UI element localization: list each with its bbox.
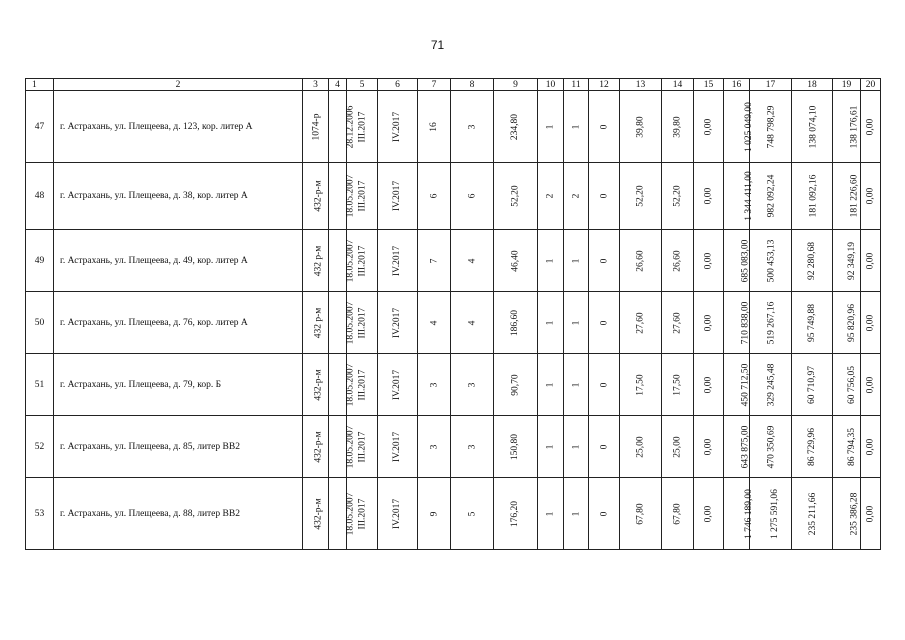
cell-address: г. Астрахань, ул. Плещеева, д. 88, литер ВВ2 (54, 478, 303, 550)
cell-text: 1 (545, 124, 556, 129)
cell-text: 52,20 (672, 185, 683, 207)
cell-text: 2 (571, 193, 581, 199)
cell-text: 92 280,68 (807, 241, 817, 280)
cell-text: 1 (545, 320, 556, 325)
cell-text: 52,20 (510, 185, 521, 207)
cell-text: 86 729,96 (807, 427, 817, 466)
cell-num: 50 (26, 292, 54, 354)
cell-text: 0,00 (865, 187, 876, 205)
cell-num: 53 (26, 478, 54, 550)
cell-text: 18.05.2007 (345, 363, 356, 406)
cell-text: 1 (545, 444, 556, 449)
cell-c16 (724, 478, 754, 550)
cell-c15 (694, 478, 724, 550)
column-header-12: 12 (589, 79, 620, 91)
cell-c10 (538, 292, 564, 354)
cell-text: 234,80 (510, 113, 521, 140)
cell-text: 685 083,00 (740, 239, 751, 282)
cell-text: 6 (467, 193, 477, 199)
cell-text: 1 025 049,00 (743, 101, 754, 152)
cell-doc-no (303, 478, 329, 550)
cell-c8 (451, 91, 494, 163)
cell-c10 (538, 354, 564, 416)
cell-c16 (724, 91, 754, 163)
cell-text: 3 (429, 444, 439, 449)
cell-text: 329 245,48 (766, 363, 777, 406)
cell-text: 25,00 (672, 435, 683, 458)
cell-text: 26,60 (672, 249, 683, 272)
column-header-18: 18 (792, 79, 833, 91)
cell-doc-no (303, 91, 329, 163)
cell-doc-date (329, 163, 356, 230)
cell-text: 3 (467, 444, 477, 449)
cell-text: 432-р-м (313, 430, 324, 463)
cell-doc-no (303, 416, 329, 478)
cell-text: 0,00 (703, 376, 714, 393)
cell-c19 (833, 163, 861, 230)
column-header-8: 8 (451, 79, 494, 91)
cell-text: 0,00 (865, 505, 876, 522)
cell-c17 (750, 163, 792, 230)
cell-c15 (694, 230, 724, 292)
cell-c9 (494, 354, 538, 416)
cell-c7 (418, 91, 451, 163)
cell-c17 (750, 230, 792, 292)
cell-text: 0 (599, 258, 609, 263)
cell-text: 18.05.2007 (345, 425, 356, 468)
cell-text: 432-р-м (313, 368, 324, 401)
cell-text: 235 386,28 (849, 492, 860, 535)
cell-text: 1 (571, 124, 581, 129)
cell-c11 (564, 478, 589, 550)
cell-text: 92 349,19 (847, 241, 857, 280)
cell-text: 90,70 (510, 373, 521, 396)
cell-c7 (418, 230, 451, 292)
cell-c9 (494, 91, 538, 163)
table-row (26, 230, 881, 292)
cell-text: 3 (467, 124, 477, 129)
cell-text: 5 (467, 511, 477, 516)
cell-c12 (589, 292, 620, 354)
column-header-3: 3 (303, 79, 329, 91)
cell-text: 60 756,05 (847, 365, 857, 404)
cell-c12 (589, 163, 620, 230)
cell-text: 0,00 (865, 438, 876, 455)
cell-text: 18.05.2007 (345, 492, 356, 535)
cell-text: 0 (599, 124, 609, 129)
register-table (25, 78, 881, 550)
cell-text: 1 (571, 320, 581, 325)
cell-c20 (861, 91, 881, 163)
cell-c10 (538, 478, 564, 550)
cell-c10 (538, 416, 564, 478)
cell-c16 (724, 230, 750, 292)
cell-text: 0 (599, 320, 609, 325)
cell-text: 1 746 189,00 (743, 488, 754, 539)
cell-c17 (750, 416, 792, 478)
column-header-11: 11 (564, 79, 589, 91)
cell-c7 (418, 416, 451, 478)
cell-c12 (589, 354, 620, 416)
cell-text: 432-р-м (313, 180, 324, 212)
cell-c18 (792, 91, 833, 163)
column-header-20: 20 (861, 79, 881, 91)
column-header-9: 9 (494, 79, 538, 91)
header-row (26, 79, 881, 91)
cell-text: 4 (467, 258, 477, 263)
cell-text: 26,60 (635, 249, 646, 272)
cell-text: 181 092,16 (808, 174, 819, 218)
cell-text: 27,60 (635, 311, 646, 334)
cell-doc-no (303, 354, 329, 416)
column-header-2: 2 (54, 79, 303, 91)
cell-doc-date (329, 91, 356, 163)
cell-c11 (564, 416, 589, 478)
cell-c15 (694, 91, 724, 163)
cell-doc-date (329, 230, 356, 292)
cell-text: IV.2017 (392, 498, 403, 529)
cell-text: 138 176,61 (849, 105, 860, 148)
cell-num: 52 (26, 416, 54, 478)
cell-text: 4 (467, 320, 477, 325)
cell-text: 28.12.2006 (345, 105, 356, 148)
cell-text: 1 (571, 444, 581, 449)
cell-text: 18.05.2007 (345, 301, 356, 344)
cell-text: 0,00 (703, 314, 714, 331)
cell-end (378, 416, 418, 478)
cell-c15 (694, 354, 724, 416)
cell-c9 (494, 292, 538, 354)
cell-c13 (620, 230, 662, 292)
cell-text: 982 092,24 (766, 174, 777, 218)
cell-text: 6 (429, 193, 439, 199)
cell-c16 (724, 163, 754, 230)
cell-c8 (451, 230, 494, 292)
cell-text: III.2017 (357, 431, 368, 462)
cell-text: 432 р-м (313, 245, 324, 276)
cell-text: 1 (545, 511, 556, 516)
cell-c8 (451, 354, 494, 416)
table-row (26, 91, 881, 163)
cell-c20 (861, 416, 881, 478)
cell-c12 (589, 416, 620, 478)
cell-text: 519 267,16 (766, 301, 777, 344)
cell-text: 186,60 (510, 309, 521, 336)
cell-end (378, 292, 418, 354)
cell-text: 2 (545, 193, 556, 199)
cell-text: IV.2017 (392, 307, 403, 338)
cell-c16 (724, 292, 750, 354)
cell-c10 (538, 163, 564, 230)
cell-text: 18.05.2007 (345, 239, 356, 282)
cell-c14 (662, 292, 694, 354)
cell-c14 (662, 478, 694, 550)
cell-c19 (833, 230, 861, 292)
cell-c9 (494, 230, 538, 292)
cell-text: IV.2017 (392, 111, 403, 142)
cell-c16 (724, 354, 750, 416)
cell-text: 1 275 591,06 (769, 488, 780, 539)
cell-text: 176,20 (510, 500, 521, 527)
cell-c20 (861, 478, 881, 550)
cell-text: IV.2017 (392, 369, 403, 400)
cell-text: 0,00 (703, 187, 714, 205)
cell-c9 (494, 163, 538, 230)
cell-text: 17,50 (635, 373, 646, 396)
cell-c13 (620, 91, 662, 163)
cell-c18 (792, 230, 833, 292)
cell-text: 500 453,13 (766, 239, 777, 282)
cell-text: 7 (429, 258, 439, 263)
cell-c20 (861, 292, 881, 354)
table-row (26, 354, 881, 416)
cell-c18 (792, 354, 833, 416)
column-header-1: 1 (26, 79, 54, 91)
cell-text: 67,80 (635, 502, 646, 525)
cell-text: 86 794,35 (847, 427, 857, 466)
cell-text: IV.2017 (392, 431, 403, 462)
cell-text: 4 (429, 320, 439, 325)
cell-c19 (833, 416, 861, 478)
cell-c11 (564, 230, 589, 292)
cell-doc-no (303, 230, 329, 292)
cell-c13 (620, 354, 662, 416)
cell-num: 47 (26, 91, 54, 163)
cell-text: IV.2017 (392, 180, 403, 212)
cell-num: 51 (26, 354, 54, 416)
cell-num: 48 (26, 163, 54, 230)
cell-text: 748 798,29 (766, 105, 777, 148)
cell-c17 (750, 91, 792, 163)
column-header-7: 7 (418, 79, 451, 91)
cell-c7 (418, 478, 451, 550)
cell-text: 52,20 (635, 185, 646, 207)
cell-c14 (662, 163, 694, 230)
cell-c8 (451, 416, 494, 478)
cell-c18 (792, 478, 833, 550)
cell-c19 (833, 91, 861, 163)
cell-c13 (620, 416, 662, 478)
cell-c14 (662, 354, 694, 416)
cell-c8 (451, 478, 494, 550)
cell-text: 235 211,66 (808, 492, 819, 535)
cell-text: 27,60 (672, 311, 683, 334)
cell-text: 0,00 (865, 314, 876, 331)
cell-text: IV.2017 (392, 245, 403, 276)
cell-c11 (564, 91, 589, 163)
cell-c7 (418, 163, 451, 230)
cell-text: 95 749,88 (807, 303, 817, 342)
cell-text: 0,00 (865, 252, 876, 269)
cell-text: 1 (545, 258, 556, 263)
cell-address: г. Астрахань, ул. Плещеева, д. 79, кор. Б (54, 354, 303, 416)
cell-text: 95 820,96 (847, 303, 857, 342)
cell-text: 0 (599, 382, 609, 387)
cell-text: 25,00 (635, 435, 646, 458)
cell-text: III.2017 (357, 111, 368, 142)
cell-address: г. Астрахань, ул. Плещеева, д. 123, кор. литер А (54, 91, 303, 163)
table-row (26, 416, 881, 478)
cell-text: 1 (571, 258, 581, 263)
cell-text: 1 (571, 382, 581, 387)
column-header-4: 4 (329, 79, 347, 91)
cell-doc-date (329, 292, 356, 354)
cell-text: 67,80 (672, 502, 683, 525)
column-header-6: 6 (378, 79, 418, 91)
cell-c20 (861, 354, 881, 416)
cell-text: 39,80 (635, 115, 646, 138)
cell-c17 (750, 478, 792, 550)
cell-text: 0,00 (703, 505, 714, 522)
cell-address: г. Астрахань, ул. Плещеева, д. 76, кор. литер А (54, 292, 303, 354)
cell-text: III.2017 (357, 369, 368, 400)
cell-c20 (861, 163, 881, 230)
cell-c19 (833, 478, 861, 550)
cell-end (378, 91, 418, 163)
cell-doc-no (303, 163, 329, 230)
column-header-19: 19 (833, 79, 861, 91)
cell-c12 (589, 478, 620, 550)
cell-text: 60 710,97 (807, 365, 817, 404)
cell-c7 (418, 292, 451, 354)
cell-doc-date (329, 354, 356, 416)
cell-c15 (694, 416, 724, 478)
cell-text: 46,40 (510, 249, 521, 272)
cell-c18 (792, 163, 833, 230)
cell-text: 1074-р (311, 113, 322, 140)
cell-text: 16 (429, 121, 439, 132)
cell-text: 0 (599, 193, 609, 199)
cell-text: 150,80 (510, 433, 521, 460)
cell-c14 (662, 230, 694, 292)
cell-c15 (694, 163, 724, 230)
cell-c12 (589, 230, 620, 292)
cell-c14 (662, 416, 694, 478)
cell-address: г. Астрахань, ул. Плещеева, д. 38, кор. литер А (54, 163, 303, 230)
cell-c13 (620, 478, 662, 550)
column-header-10: 10 (538, 79, 564, 91)
column-header-5: 5 (347, 79, 378, 91)
cell-end (378, 354, 418, 416)
cell-text: 432-р-м (313, 497, 324, 530)
cell-text: 0 (599, 511, 609, 516)
column-header-15: 15 (694, 79, 724, 91)
cell-address: г. Астрахань, ул. Плещеева, д. 85, литер ВВ2 (54, 416, 303, 478)
cell-c10 (538, 91, 564, 163)
cell-c14 (662, 91, 694, 163)
cell-text: III.2017 (357, 307, 368, 338)
cell-c17 (750, 354, 792, 416)
cell-c20 (861, 230, 881, 292)
cell-c19 (833, 354, 861, 416)
cell-c10 (538, 230, 564, 292)
cell-text: III.2017 (357, 498, 368, 529)
cell-text: 0,00 (703, 252, 714, 269)
cell-text: 1 (571, 511, 581, 516)
cell-end (378, 230, 418, 292)
column-header-17: 17 (750, 79, 792, 91)
cell-c17 (750, 292, 792, 354)
cell-c8 (451, 292, 494, 354)
cell-text: 450 712,50 (740, 363, 751, 406)
cell-text: III.2017 (357, 245, 368, 276)
cell-num: 49 (26, 230, 54, 292)
cell-doc-date (329, 478, 356, 550)
cell-c9 (494, 416, 538, 478)
cell-c9 (494, 478, 538, 550)
cell-c13 (620, 292, 662, 354)
column-header-16: 16 (724, 79, 750, 91)
cell-c18 (792, 292, 833, 354)
cell-end (378, 163, 418, 230)
cell-text: III.2017 (357, 180, 368, 212)
cell-end (378, 478, 418, 550)
cell-text: 0,00 (865, 376, 876, 393)
cell-c11 (564, 163, 589, 230)
cell-text: 0,00 (703, 438, 714, 455)
cell-doc-no (303, 292, 329, 354)
cell-c12 (589, 91, 620, 163)
cell-text: 9 (429, 511, 439, 516)
cell-text: 3 (467, 382, 477, 387)
column-header-13: 13 (620, 79, 662, 91)
cell-text: 39,80 (672, 115, 683, 138)
cell-c19 (833, 292, 861, 354)
cell-c11 (564, 292, 589, 354)
cell-c15 (694, 292, 724, 354)
cell-text: 432 р-м (313, 307, 324, 338)
cell-text: 1 (545, 382, 556, 387)
table-row (26, 478, 881, 550)
cell-c7 (418, 354, 451, 416)
table-row (26, 163, 881, 230)
cell-c18 (792, 416, 833, 478)
page-number: 71 (430, 38, 445, 52)
cell-text: 710 838,00 (740, 301, 751, 344)
cell-c13 (620, 163, 662, 230)
cell-doc-date (329, 416, 356, 478)
cell-text: 0 (599, 444, 609, 449)
cell-text: 181 226,60 (849, 174, 860, 218)
cell-address: г. Астрахань, ул. Плещеева, д. 49, кор. литер А (54, 230, 303, 292)
cell-c16 (724, 416, 750, 478)
table-row (26, 292, 881, 354)
cell-text: 17,50 (672, 373, 683, 396)
cell-text: 3 (429, 382, 439, 387)
column-header-14: 14 (662, 79, 694, 91)
cell-text: 1 344 411,00 (743, 171, 754, 221)
cell-text: 643 875,00 (740, 425, 751, 468)
cell-text: 18.05.2007 (345, 174, 356, 218)
cell-text: 470 350,69 (766, 425, 777, 468)
cell-text: 138 074,10 (808, 105, 819, 148)
cell-text: 0,00 (865, 118, 876, 135)
cell-c11 (564, 354, 589, 416)
cell-c8 (451, 163, 494, 230)
cell-text: 0,00 (703, 118, 714, 135)
